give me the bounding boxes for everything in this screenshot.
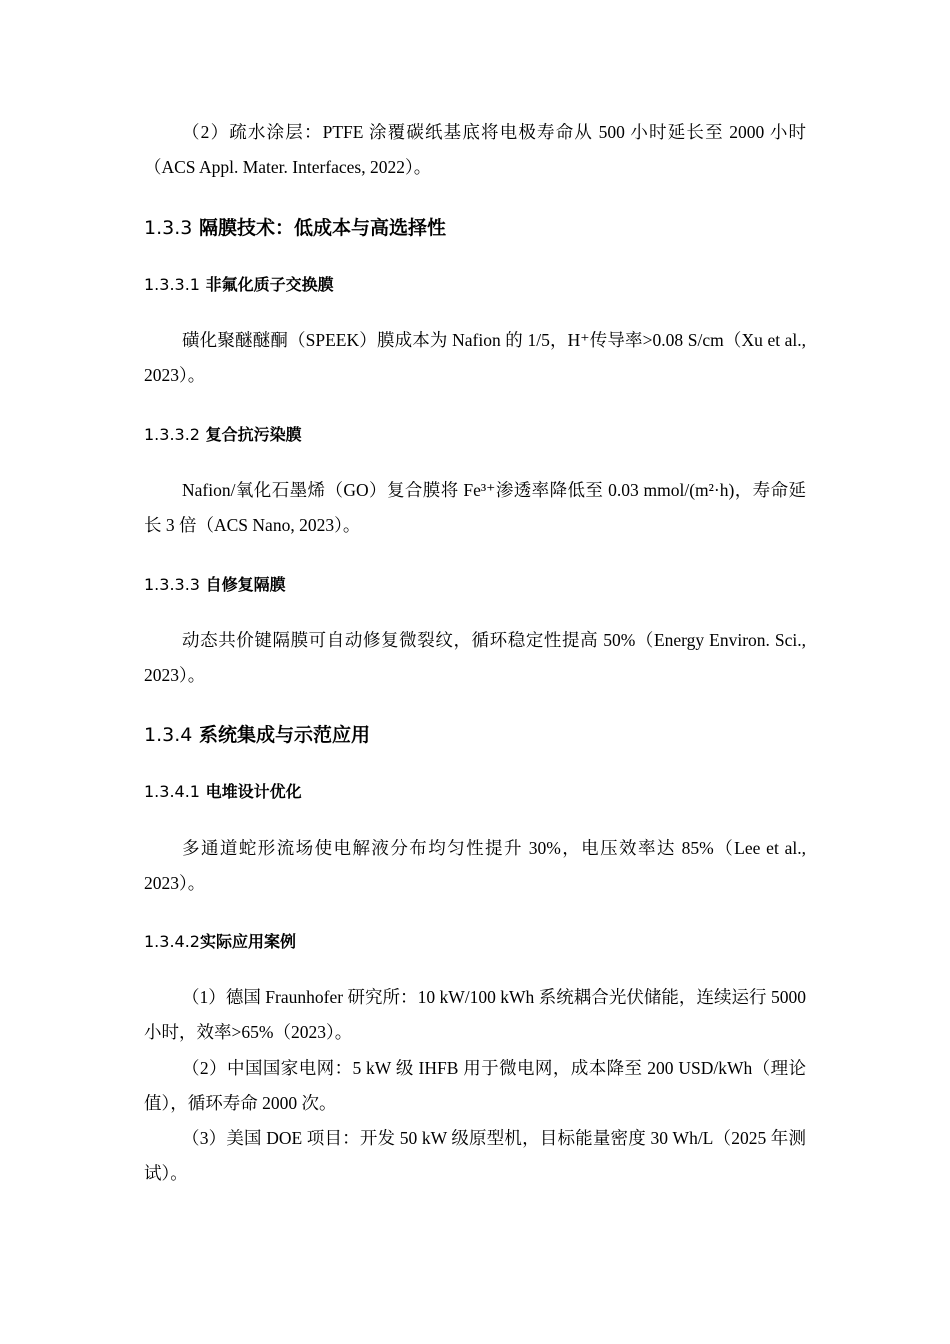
subsection-title: 电堆设计优化 bbox=[205, 782, 302, 801]
subsection-number: 1.3.4.2 bbox=[144, 932, 200, 951]
subsection-title: 实际应用案例 bbox=[199, 932, 296, 951]
section-number: 1.3.4 bbox=[144, 724, 193, 746]
paragraph-case-doe: （3）美国 DOE 项目：开发 50 kW 级原型机，目标能量密度 30 Wh/L（2025 年测试）。 bbox=[144, 1128, 806, 1183]
subsection-number: 1.3.3.1 bbox=[144, 275, 200, 294]
paragraph-speek-membrane: 磺化聚醚醚酮（SPEEK）膜成本为 Nafion 的 1/5，H⁺传导率>0.08 S/cm（Xu et al., 2023）。 bbox=[144, 330, 806, 385]
subsection-heading-1-3-3-3 bbox=[144, 573, 286, 597]
subsection-title: 自修复隔膜 bbox=[205, 575, 286, 594]
paragraph-case-fraunhofer: （1）德国 Fraunhofer 研究所：10 kW/100 kWh 系统耦合光伏储能，连续运行 5000 小时，效率>65%（2023）。 bbox=[144, 987, 806, 1042]
section-number: 1.3.3 bbox=[144, 217, 193, 239]
subsection-heading-1-3-3-2 bbox=[144, 423, 302, 447]
subsection-number: 1.3.3.3 bbox=[144, 575, 200, 594]
subsection-heading-1-3-3-1 bbox=[144, 273, 334, 297]
paragraph-hydrophobic-coating: （2）疏水涂层：PTFE 涂覆碳纸基底将电极寿命从 500 小时延长至 2000 小时（ACS Appl. Mater. Interfaces, 2022）。 bbox=[144, 122, 806, 177]
paragraph-stack-design: 多通道蛇形流场使电解液分布均匀性提升 30%，电压效率达 85%（Lee et al., 2023）。 bbox=[144, 838, 806, 893]
subsection-title: 复合抗污染膜 bbox=[205, 425, 302, 444]
section-heading-1-3-3 bbox=[144, 214, 446, 242]
subsection-number: 1.3.4.1 bbox=[144, 782, 200, 801]
section-heading-1-3-4 bbox=[144, 721, 370, 749]
subsection-heading-1-3-4-1 bbox=[144, 780, 302, 804]
subsection-number: 1.3.3.2 bbox=[144, 425, 200, 444]
paragraph-case-state-grid: （2）中国国家电网：5 kW 级 IHFB 用于微电网，成本降至 200 USD/kWh（理论值），循环寿命 2000 次。 bbox=[144, 1058, 806, 1113]
paragraph-self-healing-membrane: 动态共价键隔膜可自动修复微裂纹，循环稳定性提高 50%（Energy Environ. Sci., 2023）。 bbox=[144, 630, 806, 685]
paragraph-composite-membrane: Nafion/氧化石墨烯（GO）复合膜将 Fe³⁺渗透率降低至 0.03 mmol/(m²·h)，寿命延长 3 倍（ACS Nano, 2023）。 bbox=[144, 480, 806, 535]
section-title: 隔膜技术：低成本与高选择性 bbox=[198, 217, 446, 239]
section-title: 系统集成与示范应用 bbox=[198, 724, 370, 746]
subsection-title: 非氟化质子交换膜 bbox=[205, 275, 334, 294]
subsection-heading-1-3-4-2 bbox=[144, 930, 296, 954]
